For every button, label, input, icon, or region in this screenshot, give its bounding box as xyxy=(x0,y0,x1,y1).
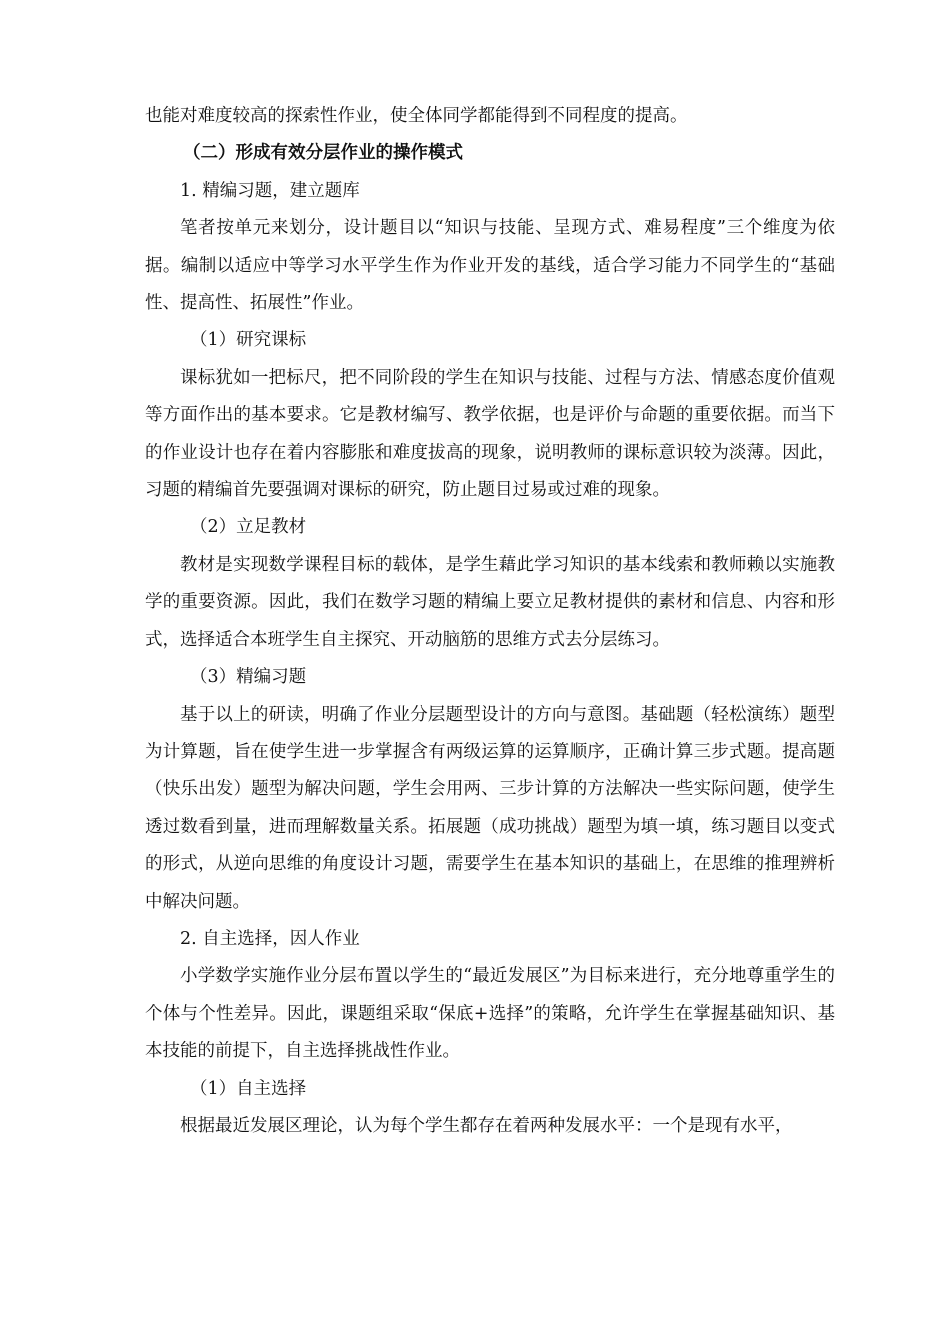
paragraph-continuation: 也能对难度较高的探索性作业，使全体同学都能得到不同程度的提高。 xyxy=(145,106,688,126)
item-heading-self-selection: （1）自主选择 xyxy=(190,1078,307,1099)
document-body xyxy=(145,98,835,1145)
paragraph-question-bank: 笔者按单元来划分，设计题目以“知识与技能、呈现方式、难易程度”三个维度为依据。编制以适应中等学习水平学生作为作业开发的基线，适合学习能力不同学生的“基础性、提高性、拓展性”作业。 xyxy=(145,218,835,314)
subsection-heading-1: 1. 精编习题，建立题库 xyxy=(180,180,360,201)
section-heading: （二）形成有效分层作业的操作模式 xyxy=(183,143,463,164)
item-heading-refine-exercises: （3）精编习题 xyxy=(190,667,307,688)
paragraph-self-selection: 小学数学实施作业分层布置以学生的“最近发展区”为目标来进行，充分地尊重学生的个体与个性差异。因此，课题组采取“保底+选择”的策略，允许学生在掌握基础知识、基本技能的前提下，自主选择挑战性作业。 xyxy=(145,966,835,1062)
subsection-heading-2: 2. 自主选择，因人作业 xyxy=(180,928,360,949)
paragraph-textbook: 教材是实现数学课程目标的载体，是学生藉此学习知识的基本线索和教师赖以实施教学的重要资源。因此，我们在数学习题的精编上要立足教材提供的素材和信息、内容和形式，选择适合本班学生自主探究、开动脑筋的思维方式去分层练习。 xyxy=(145,554,835,650)
paragraph-zone-of-development: 根据最近发展区理论，认为每个学生都存在着两种发展水平：一个是现有水平， xyxy=(180,1115,793,1136)
paragraph-study-standards: 课标犹如一把标尺，把不同阶段的学生在知识与技能、过程与方法、情感态度价值观等方面作出的基本要求。它是教材编写、教学依据，也是评价与命题的重要依据。而当下的作业设计也存在着内容膨胀和难度拔高的现象，说明教师的课标意识较为淡薄。因此，习题的精编首先要强调对课标的研究，防止题目过易或过难的现象。 xyxy=(145,367,835,501)
item-heading-study-standards: （1）研究课标 xyxy=(190,330,307,351)
item-heading-textbook: （2）立足教材 xyxy=(190,517,307,538)
paragraph-refine-exercises: 基于以上的研读，明确了作业分层题型设计的方向与意图。基础题（轻松演练）题型为计算题，旨在使学生进一步掌握含有两级运算的运算顺序，正确计算三步式题。提高题（快乐出发）题型为解决问题，学生会用两、三步计算的方法解决一些实际问题，使学生透过数看到量，进而理解数量关系。拓展题（成功挑战）题型为填一填，练习题目以变式的形式，从逆向思维的角度设计习题，需要学生在基本知识的基础上，在思维的推理辨析中解决问题。 xyxy=(145,704,835,912)
